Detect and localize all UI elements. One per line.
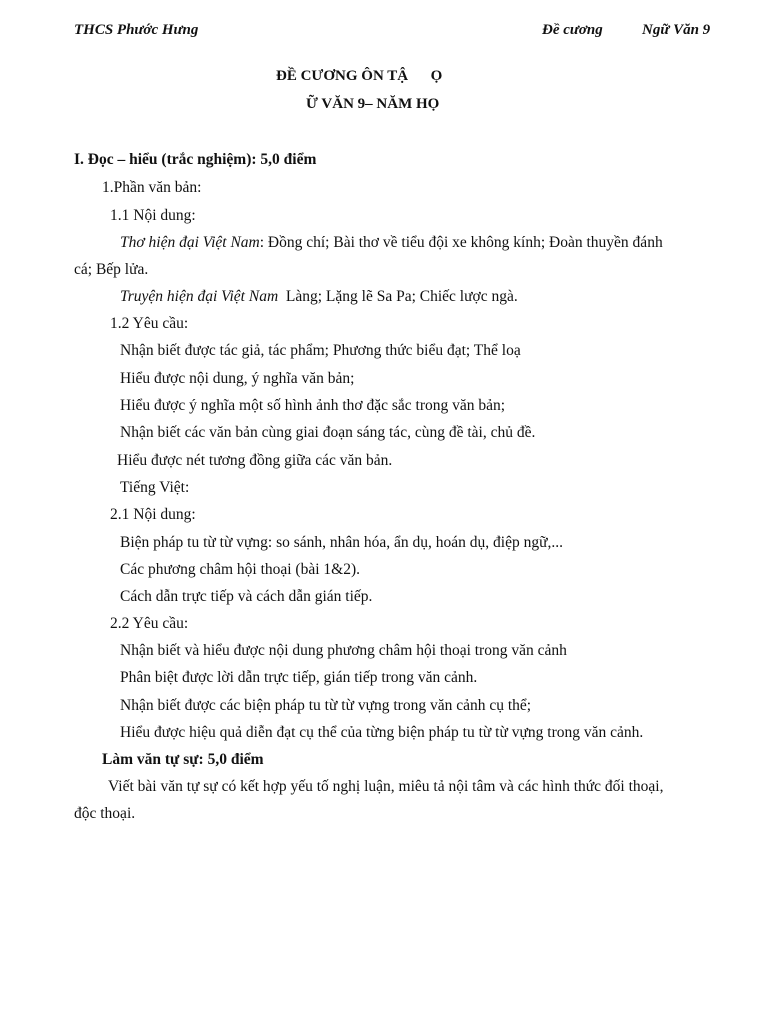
story-label: Truyện hiện đại Việt Nam — [120, 288, 279, 305]
page-title-line2: Ữ VĂN 9– NĂM HỌ — [306, 96, 440, 112]
poetry-text: : Đồng chí; Bài thơ về tiểu đội xe không kính; Đoàn thuyền đánh — [259, 234, 663, 251]
subject-name: Ngữ Văn 9 — [642, 22, 711, 38]
tv-content-1: Biện pháp tu từ từ vựng: so sánh, nhân hóa, ẩn dụ, hoán dụ, điệp ngữ,... — [120, 534, 564, 551]
essay-line-1: Viết bài văn tự sự có kết hợp yếu tố nghị luận, miêu tả nội tâm và các hình thức đối thoại, — [108, 778, 664, 795]
subsection-2-2: 2.2 Yêu cầu: — [110, 615, 189, 632]
document-type: Đề cương — [542, 22, 603, 38]
part2-heading: Tiếng Việt: — [120, 479, 190, 496]
story-line — [120, 287, 518, 307]
subsection-1-2: 1.2 Yêu cầu: — [110, 315, 189, 332]
requirement-5: Hiểu được nét tương đồng giữa các văn bản. — [117, 452, 393, 469]
school-name: THCS Phước Hưng — [74, 22, 199, 38]
requirement-2: Hiểu được nội dung, ý nghĩa văn bản; — [120, 370, 355, 387]
requirement-3: Hiểu được ý nghĩa một số hình ảnh thơ đặc sắc trong văn bản; — [120, 397, 506, 414]
subsection-2-1: 2.1 Nội dung: — [110, 506, 196, 523]
subsection-1-1: 1.1 Nội dung: — [110, 207, 196, 224]
section1-heading: I. Đọc – hiểu (trắc nghiệm): 5,0 điểm — [74, 151, 317, 168]
story-text: Làng; Lặng lẽ Sa Pa; Chiếc lược ngà. — [278, 288, 518, 305]
tv-content-2: Các phương châm hội thoại (bài 1&2). — [120, 561, 361, 578]
essay-line-2: độc thoại. — [74, 805, 136, 822]
part1-heading: 1.Phần văn bản: — [102, 179, 202, 196]
requirement-1: Nhận biết được tác giả, tác phẩm; Phương thức biểu đạt; Thể loạ — [120, 342, 521, 359]
poetry-label: Thơ hiện đại Việt Nam — [120, 234, 260, 251]
tv-requirement-2: Phân biệt được lời dẫn trực tiếp, gián tiếp trong văn cảnh. — [120, 669, 478, 686]
page-header — [0, 22, 768, 44]
section2-heading: Làm văn tự sự: 5,0 điểm — [102, 751, 264, 768]
tv-requirement-4: Hiểu được hiệu quả diễn đạt cụ thể của từng biện pháp tu từ từ vựng trong văn cảnh. — [120, 724, 644, 741]
tv-content-3: Cách dẫn trực tiếp và cách dẫn gián tiếp. — [120, 588, 373, 605]
poetry-line — [120, 233, 663, 253]
poetry-continuation: cá; Bếp lửa. — [74, 261, 149, 278]
page-title-line1: ĐỀ CƯƠNG ÔN TẬ Ọ — [276, 68, 443, 84]
requirement-4: Nhận biết các văn bản cùng giai đoạn sáng tác, cùng đề tài, chủ đề. — [120, 424, 536, 441]
tv-requirement-1: Nhận biết và hiểu được nội dung phương châm hội thoại trong văn cảnh — [120, 642, 567, 659]
tv-requirement-3: Nhận biết được các biện pháp tu từ từ vựng trong văn cảnh cụ thể; — [120, 697, 532, 714]
